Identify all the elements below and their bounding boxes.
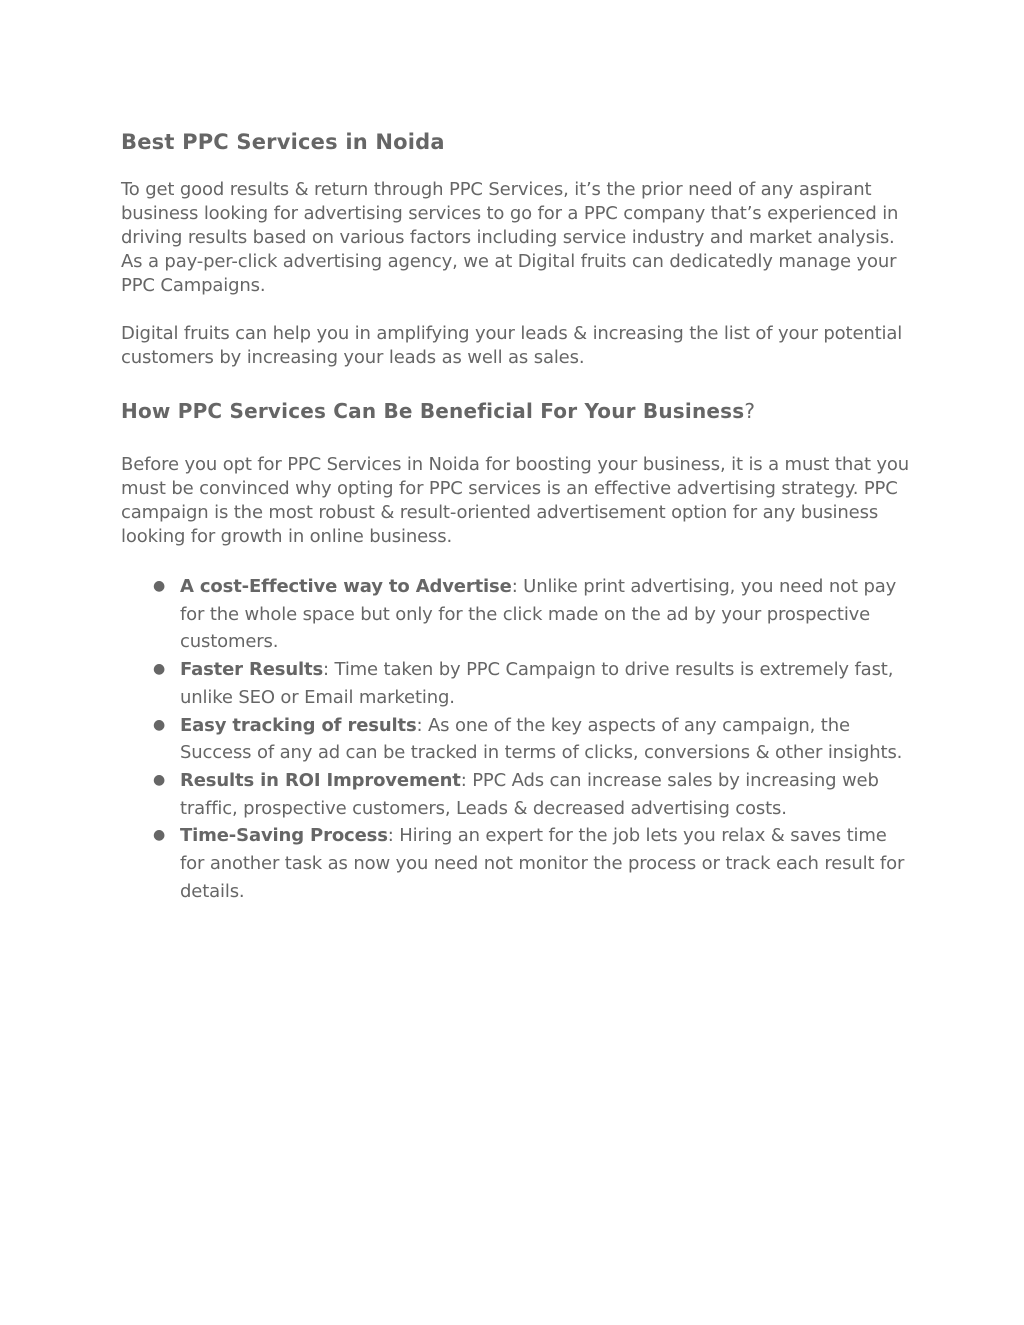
benefit-text: : PPC Ads can increase sales by increasing web traffic, prospective customers, Leads & decreased advertising costs.	[180, 769, 879, 819]
benefit-title: A cost-Effective way to Advertise	[180, 576, 512, 597]
bullet-icon: ●	[153, 661, 166, 678]
document-page	[121, 126, 911, 905]
third-paragraph: Before you opt for PPC Services in Noida for boosting your business, it is a must that you must be convinced why opting for PPC services is an effective advertising strategy. PPC campaign is the most robust & result-oriented advertisement option for any business looking for growth in online business.	[121, 454, 910, 547]
benefit-text: : As one of the key aspects of any campaign, the Success of any ad can be tracked in terms of clicks, conversions & other insights.	[180, 714, 903, 764]
benefit-title: Faster Results	[180, 659, 324, 681]
list-item	[121, 656, 911, 711]
bullet-icon: ●	[153, 771, 166, 788]
list-item	[121, 712, 911, 767]
benefit-text: : Hiring an expert for the job lets you relax & saves time for another task as now you need not monitor the process or track each result for details.	[180, 825, 905, 902]
benefit-title: Time-Saving Process	[180, 825, 388, 847]
bullet-icon: ●	[153, 827, 166, 844]
benefit-title: Easy tracking of results	[180, 714, 417, 736]
list-item	[121, 767, 911, 822]
benefit-text: : Time taken by PPC Campaign to drive results is extremely fast, unlike SEO or Email marketing.	[180, 659, 894, 708]
page-title: Best PPC Services in Noida	[121, 130, 445, 154]
benefit-title: Results in ROI Improvement	[180, 769, 461, 791]
section-heading	[121, 395, 911, 427]
benefit-text: : Unlike print advertising, you need not pay for the whole space but only for the click made on the ad by your prospective customers.	[180, 576, 897, 653]
list-item	[121, 822, 911, 905]
bullet-icon: ●	[153, 716, 166, 733]
section-heading-mark: ?	[744, 399, 756, 423]
benefits-list	[121, 573, 911, 905]
section-heading-text: How PPC Services Can Be Beneficial For Your Business	[121, 399, 745, 423]
list-item	[121, 573, 911, 656]
second-paragraph: Digital fruits can help you in amplifying your leads & increasing the list of your potential customers by increasing your leads as well as sales.	[121, 323, 903, 368]
bullet-icon: ●	[153, 578, 166, 594]
intro-paragraph: To get good results & return through PPC Services, it’s the prior need of any aspirant business looking for advertising services to go for a PPC company that’s experienced in driving results based on various factors including service industry and market analysis. As a pay-per-click advertising agency, we at Digital fruits can dedicatedly manage your PPC Campaigns.	[121, 179, 899, 296]
